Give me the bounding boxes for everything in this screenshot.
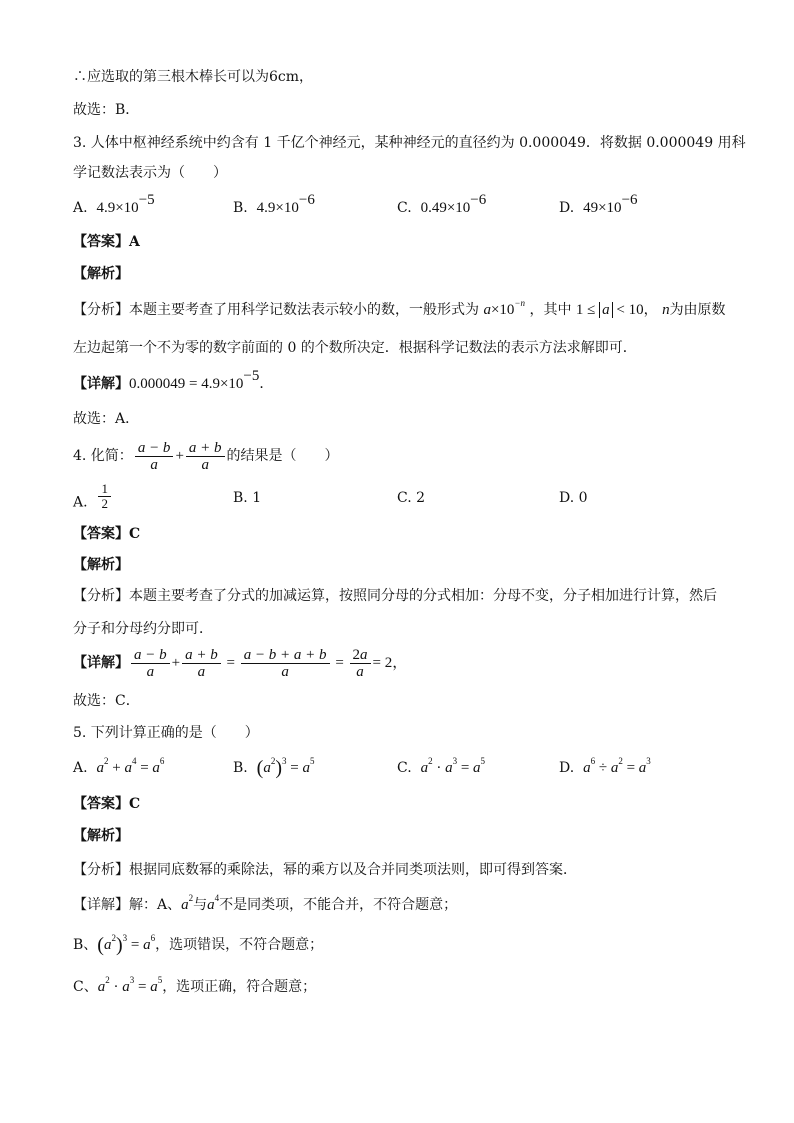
q3-answer: 【答案】A [73,234,140,250]
q3-choose: 故选：A． [73,411,140,427]
q4-analysis-line2: 分子和分母约分即可． [73,621,213,637]
q4-choose: 故选：C． [73,693,140,709]
prev-conclusion: ∴应选取的第三根木棒长可以为6cm， [73,69,314,85]
q4-jiexi: 【解析】 [73,557,129,573]
q4-option-c: C. 2 [397,490,426,506]
q3-analysis-line2: 左边起第一个不为零的数字前面的 0 的个数所决定．根据科学记数法的表示方法求解即可． [73,340,637,356]
q4-option-b: B. 1 [233,490,262,506]
q4-analysis-line1: 【分析】本题主要考查了分式的加减运算，按照同分母的分式相加：分母不变，分子相加进行计算，然后 [73,588,717,604]
q3-jiexi: 【解析】 [73,266,129,282]
q5-analysis: 【分析】根据同底数幂的乘除法，幂的乘方以及合并同类项法则，即可得到答案． [73,862,577,878]
q4-options [73,482,733,518]
q5-option-b: B. $(a^2)^3 = a^5$ [233,756,315,779]
q4-option-a: A. $\frac{1}{2}$ [73,488,113,517]
q5-option-d: D. $a^6 \div a^2 = a^3$ [559,756,651,776]
q5-detail-c: C、$a^2 \cdot a^3 = a^5$，选项正确，符合题意； [73,975,317,995]
q3-option-d: D. $49\times 10^{-6}$ [559,192,638,216]
q3-option-a: A. $4.9\times 10^{-5}$ [73,192,155,216]
q5-stem: 5. 下列计算正确的是（ ） [73,725,259,741]
q5-options [73,758,733,782]
q4-stem: 4. 化简： $\frac{a - b}{a}$ + $\frac{a + b}{a}$ 的结果是（ ） [73,440,339,474]
q4-detail: 【详解】 $\frac{a - b}{a}$ + $\frac{a + b}{a}$ = $\frac{a - b + a + b}{a}$ = $\frac{2a}{a}$ = 2， [73,647,408,681]
q3-option-c: C. $0.49\times 10^{-6}$ [397,192,487,216]
q5-detail-a: 【详解】解：A、$a^2$与$a^4$不是同类项，不能合并，不符合题意； [73,893,458,913]
q3-options [73,192,733,220]
q3-option-b: B. $4.9\times 10^{-6}$ [233,192,315,216]
q3-stem-line1: 3. 人体中枢神经系统中约含有 1 千亿个神经元，某种神经元的直径约为 0.000049．将数据 0.000049 用科 [73,135,746,151]
q3-detail: 【详解】$0.000049 = 4.9\times 10^{-5}$． [73,368,274,392]
q4-answer: 【答案】C [73,526,141,542]
q3-analysis-line1: 【分析】本题主要考查了用科学记数法表示较小的数，一般形式为 $a\times 10^{-n}$ ，其中 1 ≤ a < 10， n为由原数 [73,298,726,318]
q4-option-d: D. 0 [559,490,588,506]
prev-choose: 故选：B． [73,102,140,118]
q3-stem-line2: 学记数法表示为（ ） [73,165,227,181]
q5-option-a: A. $a^2 + a^4 = a^6$ [73,756,165,776]
q5-detail-b: B、$(a^2)^3 = a^6$，选项错误，不符合题意； [73,933,324,956]
q5-jiexi: 【解析】 [73,828,129,844]
q5-option-c: C. $a^2 \cdot a^3 = a^5$ [397,756,486,776]
q5-answer: 【答案】C [73,796,141,812]
